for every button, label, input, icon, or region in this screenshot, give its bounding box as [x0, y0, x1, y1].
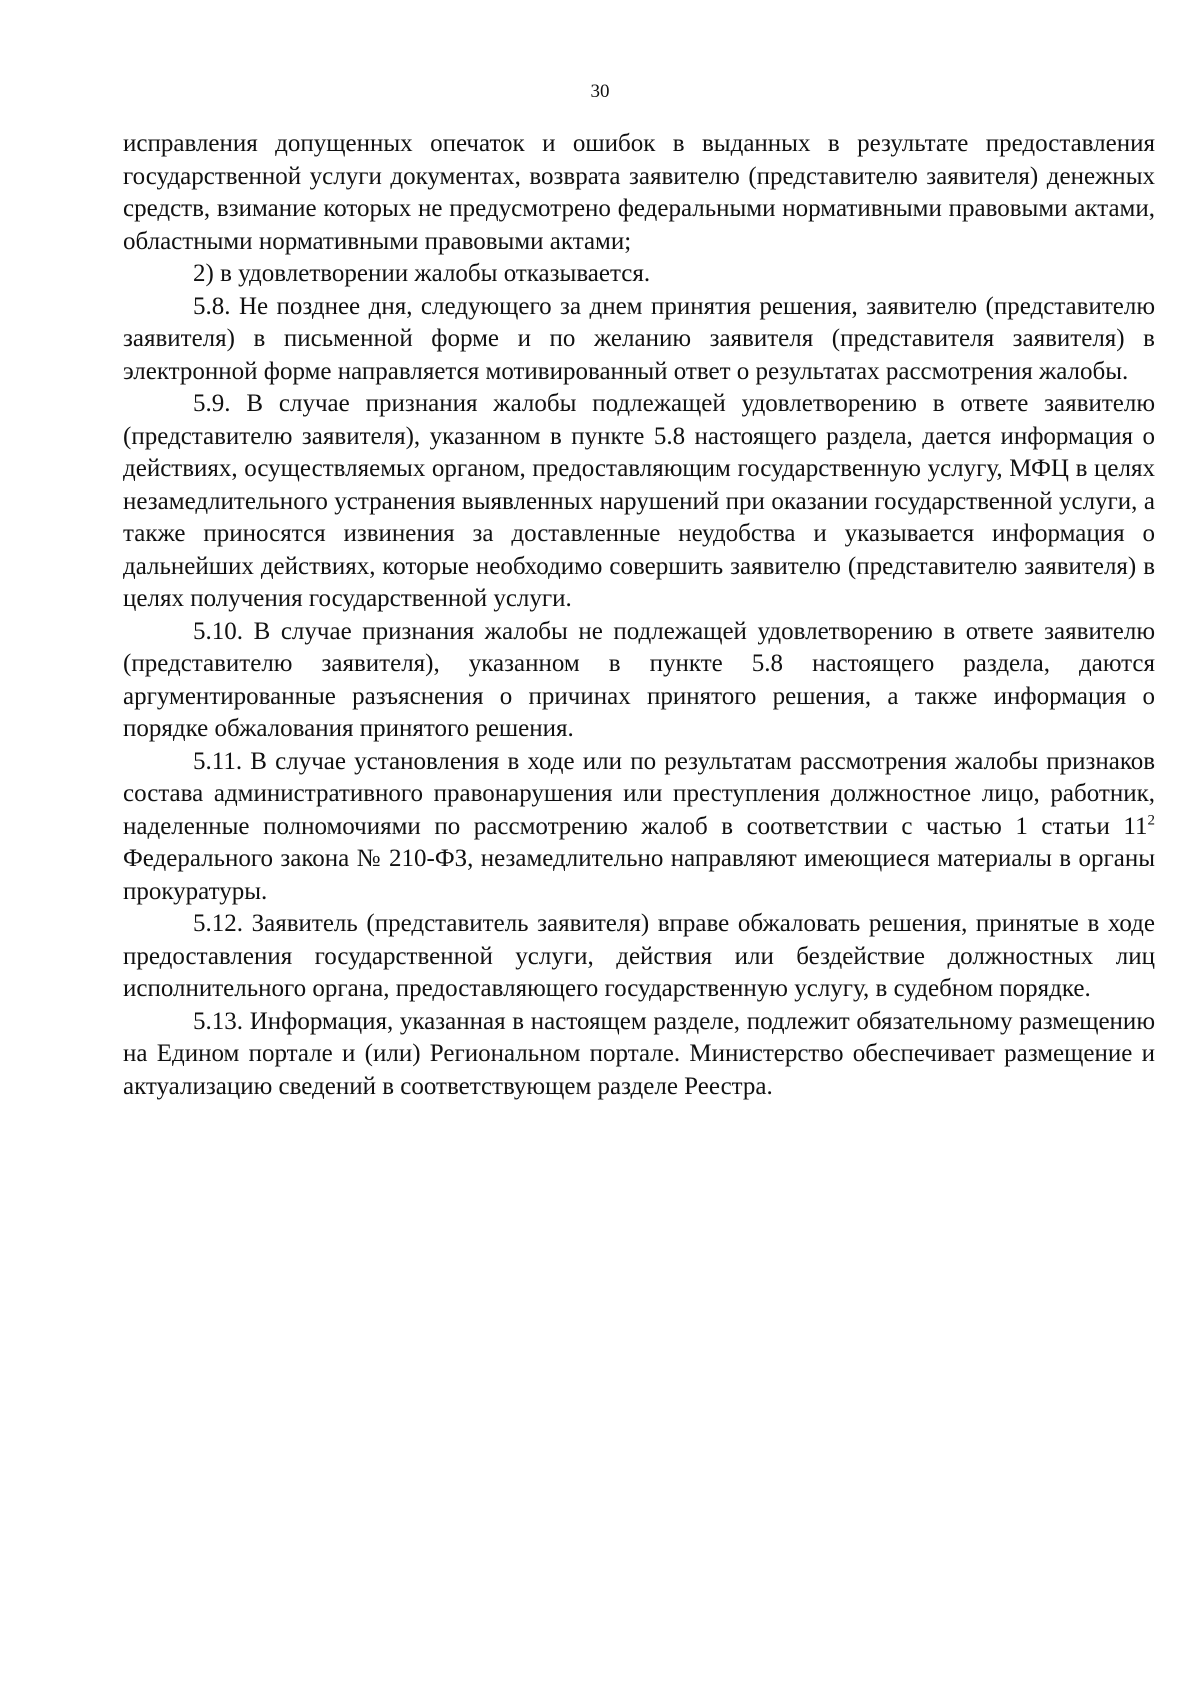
- paragraph-5-11-text-start: 5.11. В случае установления в ходе или по результатам рассмотрения жалобы признаков состава административного правонарушения или преступления должностное лицо, работник, наделенные полномочиями по рассмотрению жалоб в соответствии с частью 1 статьи 11: [123, 747, 1155, 840]
- paragraph-5-9: 5.9. В случае признания жалобы подлежащей удовлетворению в ответе заявителю (представителю заявителя), указанном в пункте 5.8 настоящего раздела, дается информация о действиях, осуществляемых органом, предоставляющим государственную услугу, МФЦ в целях незамедлительного устранения выявленных нарушений при оказании государственной услуги, а также приносятся извинения за доставленные неудобства и указывается информация о дальнейших действиях, которые необходимо совершить заявителю (представителю заявителя) в целях получения государственной услуги.: [123, 390, 1155, 612]
- paragraph-5-8: 5.8. Не позднее дня, следующего за днем принятия решения, заявителю (представителю заявителя) в письменной форме и по желанию заявителя (представителя заявителя) в электронной форме направляется мотивированный ответ о результатах рассмотрения жалобы.: [123, 292, 1155, 385]
- page-number: 30: [590, 81, 610, 102]
- paragraph-5-10: 5.10. В случае признания жалобы не подлежащей удовлетворению в ответе заявителю (представителю заявителя), указанном в пункте 5.8 настоящего раздела, даются аргументированные разъяснения о причинах принятого решения, а также информация о порядке обжалования принятого решения.: [123, 617, 1155, 742]
- paragraph-5-12: 5.12. Заявитель (представитель заявителя) вправе обжаловать решения, принятые в ходе предоставления государственной услуги, действия или бездействие должностных лиц исполнительного органа, предоставляющего государственную услугу, в судебном порядке.: [123, 910, 1155, 1002]
- paragraph-item-2: 2) в удовлетворении жалобы отказывается.: [193, 260, 651, 287]
- superscript-index: 2: [1147, 812, 1155, 829]
- paragraph-5-11-text-end: Федерального закона № 210-ФЗ, незамедлительно направляют имеющиеся материалы в органы прокуратуры.: [123, 845, 1155, 905]
- paragraph-5-11: [123, 746, 1155, 909]
- paragraph-5-13: 5.13. Информация, указанная в настоящем разделе, подлежит обязательному размещению на Едином портале и (или) Региональном портале. Министерство обеспечивает размещение и актуализацию сведений в соответствующем разделе Реестра.: [123, 1007, 1155, 1100]
- document-body: [123, 128, 1155, 1103]
- paragraph-continuation: исправления допущенных опечаток и ошибок в выданных в результате предоставления государственной услуги документах, возврата заявителю (представителю заявителя) денежных средств, взимание которых не предусмотрено федеральными нормативными правовыми актами, областными нормативными правовыми актами;: [123, 130, 1155, 255]
